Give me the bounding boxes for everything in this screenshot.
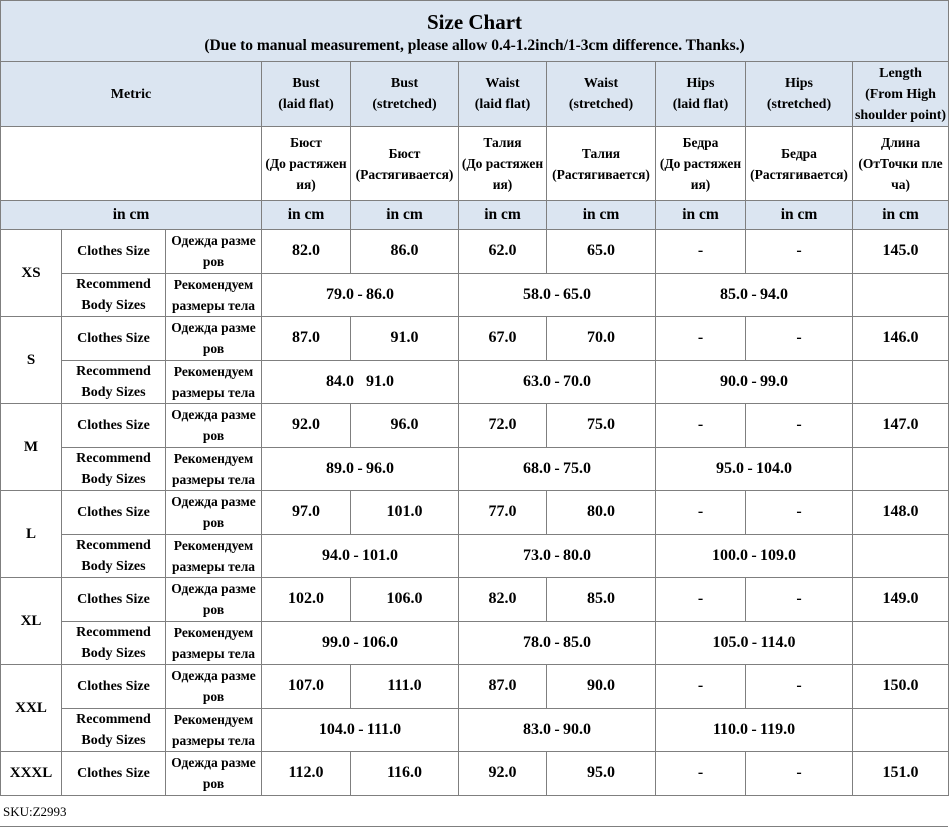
size-label: XS [1, 230, 62, 317]
waist-range-dash: - [554, 372, 560, 390]
waist-range-dash: - [554, 285, 560, 303]
recommend-size-row [1, 360, 949, 404]
recommend-length-blank [853, 273, 949, 317]
recommend-length-blank [853, 708, 949, 752]
title-cell [1, 1, 949, 62]
waist-flat-header-ru: Талия (До растяжен ия) [459, 127, 547, 201]
hips-range-max: 119.0 [760, 720, 796, 738]
measurement-bust-flat: 107.0 [262, 665, 351, 709]
unit-label: in cm [547, 201, 656, 230]
waist-range-max: 80.0 [563, 546, 591, 564]
waist-stretched-header-ru: Талия (Растягивается) [547, 127, 656, 201]
table-body [1, 1, 949, 796]
waist-range-max: 65.0 [563, 285, 591, 303]
bust-range-min: 94.0 [322, 546, 350, 564]
recommend-length-blank [853, 534, 949, 578]
recommend-size-row [1, 447, 949, 491]
measurement-length: 150.0 [853, 665, 949, 709]
waist-range-max: 70.0 [563, 372, 591, 390]
hips-range-max: 109.0 [760, 546, 796, 564]
clothes-size-row [1, 491, 949, 535]
metric-header-ru-blank [1, 127, 262, 201]
measurement-hips-stretched: - [746, 491, 853, 535]
recommend-waist-range [459, 447, 656, 491]
hips-range-dash: - [751, 720, 757, 738]
measurement-hips-flat: - [656, 404, 746, 448]
measurement-bust-stretched: 111.0 [351, 665, 459, 709]
metric-header: Metric [1, 62, 262, 127]
recommend-length-blank [853, 447, 949, 491]
measurement-length: 151.0 [853, 752, 949, 796]
measurement-hips-flat: - [656, 491, 746, 535]
unit-label: in cm [746, 201, 853, 230]
measurement-waist-stretched: 90.0 [547, 665, 656, 709]
measurement-hips-flat: - [656, 317, 746, 361]
measurement-hips-flat: - [656, 665, 746, 709]
size-label: XXXL [1, 752, 62, 796]
waist-range-max: 75.0 [563, 459, 591, 477]
recommend-length-blank [853, 621, 949, 665]
bust-flat-header-ru: Бюст (До растяжен ия) [262, 127, 351, 201]
clothes-size-label: Clothes Size [62, 230, 166, 274]
size-label: S [1, 317, 62, 404]
measurement-hips-flat: - [656, 578, 746, 622]
hips-range-max: 99.0 [760, 372, 788, 390]
recommend-bust-range [262, 534, 459, 578]
hips-range-max: 114.0 [760, 633, 796, 651]
bust-range-min: 89.0 [326, 459, 354, 477]
clothes-size-label-ru: Одежда разме ров [166, 317, 262, 361]
measurement-waist-flat: 72.0 [459, 404, 547, 448]
clothes-size-label: Clothes Size [62, 317, 166, 361]
recommend-waist-range [459, 621, 656, 665]
measurement-bust-stretched: 91.0 [351, 317, 459, 361]
unit-label: in cm [853, 201, 949, 230]
measurement-hips-stretched: - [746, 404, 853, 448]
measurement-waist-stretched: 70.0 [547, 317, 656, 361]
measurement-length: 148.0 [853, 491, 949, 535]
bust-range-max: 91.0 [366, 372, 394, 390]
recommend-hips-range [656, 447, 853, 491]
recommend-label: Recommend Body Sizes [62, 447, 166, 491]
recommend-hips-range [656, 273, 853, 317]
measurement-waist-flat: 92.0 [459, 752, 547, 796]
measurement-waist-flat: 67.0 [459, 317, 547, 361]
waist-range-max: 85.0 [563, 633, 591, 651]
bust-range-min: 104.0 [318, 720, 355, 738]
measurement-length: 147.0 [853, 404, 949, 448]
clothes-size-row [1, 752, 949, 796]
hips-range-dash: - [751, 633, 758, 651]
measurement-bust-stretched: 96.0 [351, 404, 459, 448]
waist-range-dash: - [554, 546, 560, 564]
measurement-waist-flat: 77.0 [459, 491, 547, 535]
length-header: Length (From High shoulder point) [853, 62, 949, 127]
clothes-size-row [1, 404, 949, 448]
recommend-hips-range [656, 360, 853, 404]
recommend-bust-range [262, 447, 459, 491]
bust-range-dash: - [357, 285, 363, 303]
measurement-waist-stretched: 95.0 [547, 752, 656, 796]
recommend-label-ru: Рекомендуем размеры тела [166, 447, 262, 491]
clothes-size-label: Clothes Size [62, 578, 166, 622]
measurement-waist-stretched: 85.0 [547, 578, 656, 622]
hips-flat-header-ru: Бедра (До растяжен ия) [656, 127, 746, 201]
bust-range-dash: - [358, 720, 364, 738]
measurement-hips-stretched: - [746, 752, 853, 796]
clothes-size-label: Clothes Size [62, 752, 166, 796]
recommend-size-row [1, 534, 949, 578]
measurement-hips-flat: - [656, 752, 746, 796]
waist-range-min: 78.0 [523, 633, 551, 651]
recommend-waist-range [459, 534, 656, 578]
waist-range-min: 73.0 [523, 546, 551, 564]
waist-range-min: 58.0 [523, 285, 551, 303]
measurement-bust-stretched: 106.0 [351, 578, 459, 622]
hips-range-dash: - [747, 459, 753, 477]
recommend-size-row [1, 621, 949, 665]
unit-label: in cm [459, 201, 547, 230]
recommend-size-row [1, 273, 949, 317]
recommend-label: Recommend Body Sizes [62, 360, 166, 404]
recommend-label-ru: Рекомендуем размеры тела [166, 534, 262, 578]
measurement-hips-stretched: - [746, 230, 853, 274]
waist-stretched-header: Waist (stretched) [547, 62, 656, 127]
unit-label: in cm [656, 201, 746, 230]
hips-range-min: 110.0 [712, 720, 748, 738]
measurement-waist-flat: 87.0 [459, 665, 547, 709]
length-header-ru: Длина (ОтТочки пле ча) [853, 127, 949, 201]
recommend-waist-range [459, 360, 656, 404]
bust-range-dash: - [357, 459, 363, 477]
hips-range-min: 100.0 [712, 546, 748, 564]
size-label: M [1, 404, 62, 491]
header-row-ru [1, 127, 949, 201]
waist-range-dash: - [554, 459, 560, 477]
chart-title: Size Chart [426, 9, 523, 34]
hips-range-dash: - [751, 546, 757, 564]
measurement-waist-stretched: 80.0 [547, 491, 656, 535]
clothes-size-row [1, 230, 949, 274]
recommend-hips-range [656, 708, 853, 752]
header-row-en [1, 62, 949, 127]
bust-flat-header: Bust (laid flat) [262, 62, 351, 127]
chart-subtitle: (Due to manual measurement, please allow 0.4-1.2inch/1-3cm difference. Thanks.) [204, 36, 745, 54]
recommend-bust-range [262, 360, 459, 404]
recommend-length-blank [853, 360, 949, 404]
clothes-size-label-ru: Одежда разме ров [166, 752, 262, 796]
clothes-size-row [1, 578, 949, 622]
hips-range-dash: - [751, 285, 757, 303]
clothes-size-label: Clothes Size [62, 491, 166, 535]
waist-range-dash: - [554, 720, 560, 738]
hips-range-dash: - [751, 372, 757, 390]
clothes-size-label-ru: Одежда разме ров [166, 404, 262, 448]
unit-label: in cm [351, 201, 459, 230]
waist-range-max: 90.0 [563, 720, 591, 738]
recommend-label: Recommend Body Sizes [62, 621, 166, 665]
recommend-size-row [1, 708, 949, 752]
unit-label: in cm [1, 201, 262, 230]
clothes-size-row [1, 317, 949, 361]
recommend-label: Recommend Body Sizes [62, 708, 166, 752]
clothes-size-label-ru: Одежда разме ров [166, 578, 262, 622]
measurement-hips-stretched: - [746, 317, 853, 361]
unit-label: in cm [262, 201, 351, 230]
bottom-rule [0, 826, 948, 827]
size-label: XL [1, 578, 62, 665]
bust-range-dash: - [353, 546, 359, 564]
waist-range-min: 63.0 [523, 372, 551, 390]
measurement-bust-flat: 97.0 [262, 491, 351, 535]
sku-label: SKU:Z2993 [3, 804, 67, 819]
measurement-bust-stretched: 86.0 [351, 230, 459, 274]
bust-range-max: 106.0 [362, 633, 398, 651]
clothes-size-label-ru: Одежда разме ров [166, 230, 262, 274]
recommend-label-ru: Рекомендуем размеры тела [166, 708, 262, 752]
clothes-size-label-ru: Одежда разме ров [166, 491, 262, 535]
measurement-waist-flat: 82.0 [459, 578, 547, 622]
clothes-size-label: Clothes Size [62, 404, 166, 448]
recommend-hips-range [656, 534, 853, 578]
hips-range-min: 85.0 [720, 285, 748, 303]
measurement-hips-stretched: - [746, 578, 853, 622]
bust-range-max: 86.0 [366, 285, 394, 303]
recommend-hips-range [656, 621, 853, 665]
clothes-size-label-ru: Одежда разме ров [166, 665, 262, 709]
hips-range-min: 105.0 [712, 633, 749, 651]
waist-range-dash: - [554, 633, 560, 651]
hips-range-min: 95.0 [716, 459, 744, 477]
recommend-bust-range [262, 273, 459, 317]
measurement-hips-stretched: - [746, 665, 853, 709]
recommend-bust-range [262, 708, 459, 752]
bust-stretched-header-ru: Бюст (Растягивается) [351, 127, 459, 201]
waist-flat-header: Waist (laid flat) [459, 62, 547, 127]
measurement-bust-flat: 102.0 [262, 578, 351, 622]
measurement-bust-flat: 87.0 [262, 317, 351, 361]
bust-range-max: 101.0 [362, 546, 398, 564]
bust-range-min: 99.0 [322, 633, 350, 651]
recommend-label: Recommend Body Sizes [62, 273, 166, 317]
measurement-bust-stretched: 101.0 [351, 491, 459, 535]
measurement-hips-flat: - [656, 230, 746, 274]
bust-range-dash: - [353, 633, 359, 651]
measurement-bust-flat: 82.0 [262, 230, 351, 274]
recommend-label-ru: Рекомендуем размеры тела [166, 621, 262, 665]
bust-range-max: 111.0 [366, 720, 402, 738]
bust-range-min: 84.0 [326, 372, 354, 390]
recommend-label: Recommend Body Sizes [62, 534, 166, 578]
hips-flat-header: Hips (laid flat) [656, 62, 746, 127]
hips-stretched-header: Hips (stretched) [746, 62, 853, 127]
measurement-bust-flat: 92.0 [262, 404, 351, 448]
measurement-length: 146.0 [853, 317, 949, 361]
bust-range-max: 96.0 [366, 459, 394, 477]
recommend-label-ru: Рекомендуем размеры тела [166, 273, 262, 317]
clothes-size-label: Clothes Size [62, 665, 166, 709]
hips-range-min: 90.0 [720, 372, 748, 390]
measurement-bust-stretched: 116.0 [351, 752, 459, 796]
waist-range-min: 68.0 [523, 459, 551, 477]
clothes-size-row [1, 665, 949, 709]
measurement-length: 149.0 [853, 578, 949, 622]
measurement-waist-flat: 62.0 [459, 230, 547, 274]
size-label: L [1, 491, 62, 578]
recommend-label-ru: Рекомендуем размеры тела [166, 360, 262, 404]
recommend-bust-range [262, 621, 459, 665]
waist-range-min: 83.0 [523, 720, 551, 738]
hips-range-max: 94.0 [760, 285, 788, 303]
bust-stretched-header: Bust (stretched) [351, 62, 459, 127]
hips-range-max: 104.0 [756, 459, 792, 477]
measurement-waist-stretched: 75.0 [547, 404, 656, 448]
hips-stretched-header-ru: Бедра (Растягивается) [746, 127, 853, 201]
measurement-bust-flat: 112.0 [262, 752, 351, 796]
unit-row [1, 201, 949, 230]
recommend-waist-range [459, 708, 656, 752]
size-label: XXL [1, 665, 62, 752]
measurement-waist-stretched: 65.0 [547, 230, 656, 274]
bust-range-min: 79.0 [326, 285, 354, 303]
recommend-waist-range [459, 273, 656, 317]
measurement-length: 145.0 [853, 230, 949, 274]
